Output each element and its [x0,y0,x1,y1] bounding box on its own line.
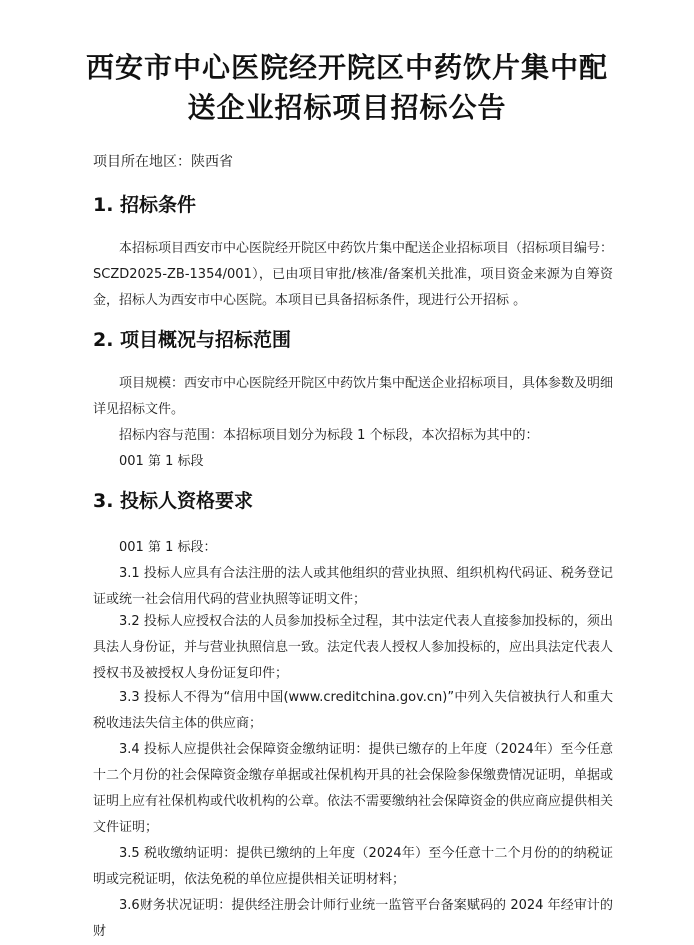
paragraph-bidding-conditions: 本招标项目西安市中心医院经开院区中药饮片集中配送企业招标项目（招标项目编号：SCZD2025-ZB-1354/001），已由项目审批/核准/备案机关批准，项目资金来源为自筹资金，招标人为西安市中心医院。本项目已具备招标条件，现进行公开招标 。 [93,241,614,308]
requirement-3-2: 3.2 投标人应授权合法的人员参加投标全过程，其中法定代表人直接参加投标的，须出具法人身份证，并与营业执照信息一致。法定代表人授权人参加投标的，应出具法定代表人授权书及被授权人身份证复印件； [93,614,614,681]
paragraph-project-scale: 项目规模：西安市中心医院经开院区中药饮片集中配送企业招标项目，具体参数及明细详见招标文件。 [93,376,614,417]
requirement-3-3: 3.3 投标人不得为“信用中国(www.creditchina.gov.cn)”中列入失信被执行人和重大税收违法失信主体的供应商； [93,690,613,731]
section-heading-bidding-conditions: 1. 招标条件 [93,194,197,216]
requirement-3-1: 3.1 投标人应具有合法注册的法人或其他组织的营业执照、组织机构代码证、税务登记证或统一社会信用代码的营业执照等证明文件； [93,566,613,607]
paragraph-lot-label: 001 第 1 标段： [119,540,217,555]
requirement-3-4: 3.4 投标人应提供社会保障资金缴纳证明：提供已缴存的上年度（2024年）至今任意十二个月份的社会保障资金缴存单据或社保机构开具的社会保险参保缴费情况证明，单据或证明上应有社保机构或代收机构的公章。依法不需要缴纳社会保障资金的供应商应提供相关文件证明； [93,742,614,835]
paragraph-lot: 001 第 1 标段 [119,454,204,469]
requirement-3-6: 3.6财务状况证明：提供经注册会计师行业统一监管平台备案赋码的 2024 年经审计的财 [93,898,613,939]
section-heading-project-overview: 2. 项目概况与招标范围 [93,329,292,351]
requirement-3-5: 3.5 税收缴纳证明：提供已缴纳的上年度（2024年）至今任意十二个月份的的纳税证明或完税证明，依法免税的单位应提供相关证明材料； [93,846,613,887]
document-title-line-2: 送企业招标项目招标公告 [187,91,507,124]
project-region: 项目所在地区：陕西省 [93,154,233,170]
document-title-line-1: 西安市中心医院经开院区中药饮片集中配 [85,51,608,84]
section-heading-qualification: 3. 投标人资格要求 [93,490,254,512]
paragraph-bidding-scope: 招标内容与范围：本招标项目划分为标段 1 个标段，本次招标为其中的： [119,428,539,443]
